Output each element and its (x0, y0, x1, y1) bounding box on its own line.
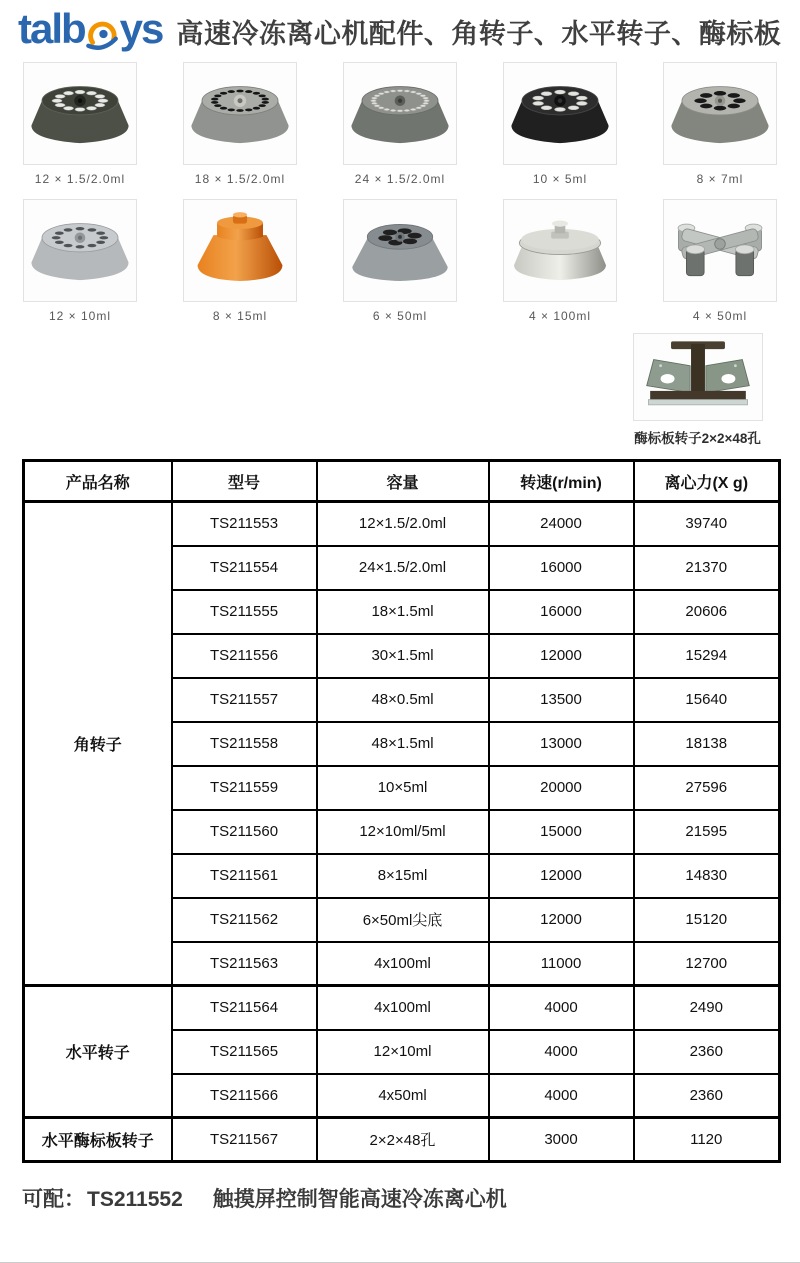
cell-model: TS211564 (172, 986, 317, 1030)
product-cell (480, 62, 640, 186)
cell-rcf: 1120 (634, 1118, 780, 1162)
product-caption: 6 × 50ml (372, 309, 428, 323)
product-caption: 10 × 5ml (532, 172, 588, 186)
cell-model: TS211555 (172, 590, 317, 634)
cell-model: TS211558 (172, 722, 317, 766)
cell-model: TS211556 (172, 634, 317, 678)
footer-machine-name: 触摸屏控制智能高速冷冻离心机 (212, 1188, 507, 1211)
product-caption: 8 × 15ml (212, 309, 268, 323)
product-caption: 18 × 1.5/2.0ml (194, 172, 286, 186)
cell-capacity: 4x100ml (317, 986, 489, 1030)
microplate-rotor-block (605, 333, 790, 447)
angle-rotor-8x15-orange-image (187, 208, 293, 294)
product-image-frame (503, 62, 617, 165)
cell-model: TS211554 (172, 546, 317, 590)
cell-speed: 4000 (489, 986, 634, 1030)
group-cell-horizontal-rotor: 水平转子 (24, 986, 172, 1118)
cell-speed: 12000 (489, 634, 634, 678)
product-image-frame (663, 199, 777, 302)
col-header-model: 型号 (172, 461, 317, 502)
cell-speed: 24000 (489, 502, 634, 546)
product-cell (320, 199, 480, 323)
cell-rcf: 20606 (634, 590, 780, 634)
angle-rotor-12x1.5-image (27, 71, 133, 157)
cell-rcf: 27596 (634, 766, 780, 810)
product-cell (160, 199, 320, 323)
table-header-row (24, 461, 780, 502)
cell-speed: 11000 (489, 942, 634, 986)
cell-rcf: 12700 (634, 942, 780, 986)
col-header-product-name: 产品名称 (24, 461, 172, 502)
angle-rotor-18x1.5-image (187, 71, 293, 157)
cell-speed: 16000 (489, 590, 634, 634)
cell-model: TS211557 (172, 678, 317, 722)
cell-rcf: 15120 (634, 898, 780, 942)
cell-capacity: 12×10ml/5ml (317, 810, 489, 854)
product-caption: 12 × 10ml (48, 309, 112, 323)
cell-capacity: 12×1.5/2.0ml (317, 502, 489, 546)
cell-speed: 12000 (489, 898, 634, 942)
logo-text-left: talb (18, 5, 85, 52)
angle-rotor-8x7-image (667, 71, 773, 157)
table-row (24, 986, 780, 1030)
cell-rcf: 14830 (634, 854, 780, 898)
cell-capacity: 12×10ml (317, 1030, 489, 1074)
cell-rcf: 2490 (634, 986, 780, 1030)
cell-capacity: 10×5ml (317, 766, 489, 810)
cell-capacity: 24×1.5/2.0ml (317, 546, 489, 590)
product-image-frame (663, 62, 777, 165)
cell-capacity: 30×1.5ml (317, 634, 489, 678)
product-caption: 12 × 1.5/2.0ml (34, 172, 126, 186)
cell-capacity: 8×15ml (317, 854, 489, 898)
cell-model: TS211561 (172, 854, 317, 898)
microplate-caption: 酶标板转子2×2×48孔 (634, 431, 761, 446)
logo-text-right: ys (119, 5, 163, 52)
cell-speed: 4000 (489, 1074, 634, 1118)
product-caption: 4 × 100ml (528, 309, 592, 323)
product-image-frame (183, 62, 297, 165)
cell-speed: 3000 (489, 1118, 634, 1162)
cell-model: TS211565 (172, 1030, 317, 1074)
cell-rcf: 2360 (634, 1074, 780, 1118)
cell-model: TS211559 (172, 766, 317, 810)
cell-capacity: 6×50ml尖底 (317, 898, 489, 942)
cell-speed: 12000 (489, 854, 634, 898)
col-header-capacity: 容量 (317, 461, 489, 502)
page-title: 高速冷冻离心机配件、角转子、水平转子、酶标板 (176, 18, 782, 49)
product-image-frame (343, 62, 457, 165)
cell-speed: 16000 (489, 546, 634, 590)
col-header-speed: 转速(r/min) (489, 461, 634, 502)
microplate-rotor-image (636, 337, 760, 417)
product-image-frame (633, 333, 763, 421)
compatible-machine-note (22, 1183, 800, 1213)
sealed-rotor-4x100-image (507, 208, 613, 294)
cell-speed: 15000 (489, 810, 634, 854)
product-cell (160, 62, 320, 186)
col-header-rcf: 离心力(X g) (634, 461, 780, 502)
group-cell-microplate-rotor: 水平酶标板转子 (24, 1118, 172, 1162)
product-caption: 4 × 50ml (692, 309, 748, 323)
cell-rcf: 18138 (634, 722, 780, 766)
talboys-logo (18, 5, 163, 52)
angle-rotor-24x1.5-image (347, 71, 453, 157)
cell-rcf: 15640 (634, 678, 780, 722)
cell-rcf: 39740 (634, 502, 780, 546)
product-cell (0, 62, 160, 186)
product-cell (480, 199, 640, 323)
page-header (0, 0, 800, 56)
cell-speed: 20000 (489, 766, 634, 810)
angle-rotor-12x10-image (27, 208, 133, 294)
cell-rcf: 21595 (634, 810, 780, 854)
product-image-frame (503, 199, 617, 302)
talboys-orbit-icon (86, 17, 120, 51)
angle-rotor-6x50-image (347, 208, 453, 294)
cell-capacity: 48×0.5ml (317, 678, 489, 722)
footer-prefix: 可配： (22, 1188, 85, 1211)
cell-model: TS211562 (172, 898, 317, 942)
cell-capacity: 4x50ml (317, 1074, 489, 1118)
product-cell (320, 62, 480, 186)
group-cell-angle-rotor: 角转子 (24, 502, 172, 986)
cell-speed: 13000 (489, 722, 634, 766)
product-cell (640, 62, 800, 186)
product-cell (640, 199, 800, 323)
cell-speed: 13500 (489, 678, 634, 722)
cell-speed: 4000 (489, 1030, 634, 1074)
product-image-frame (23, 62, 137, 165)
product-image-frame (343, 199, 457, 302)
cell-model: TS211563 (172, 942, 317, 986)
cell-capacity: 2×2×48孔 (317, 1118, 489, 1162)
cell-capacity: 18×1.5ml (317, 590, 489, 634)
cell-rcf: 2360 (634, 1030, 780, 1074)
product-image-frame (183, 199, 297, 302)
cell-rcf: 21370 (634, 546, 780, 590)
product-caption: 24 × 1.5/2.0ml (354, 172, 446, 186)
table-row (24, 502, 780, 546)
cell-model: TS211560 (172, 810, 317, 854)
cell-model: TS211553 (172, 502, 317, 546)
product-caption: 8 × 7ml (696, 172, 744, 186)
cell-capacity: 48×1.5ml (317, 722, 489, 766)
spec-table (22, 459, 781, 1163)
cell-capacity: 4x100ml (317, 942, 489, 986)
product-cell (0, 199, 160, 323)
product-grid (0, 56, 800, 323)
cell-model: TS211566 (172, 1074, 317, 1118)
cell-rcf: 15294 (634, 634, 780, 678)
cell-model: TS211567 (172, 1118, 317, 1162)
angle-rotor-10x5-image (507, 71, 613, 157)
product-image-frame (23, 199, 137, 302)
footer-model: TS211552 (87, 1188, 183, 1211)
swing-bucket-rotor-4x50-image (667, 208, 773, 294)
table-row (24, 1118, 780, 1162)
